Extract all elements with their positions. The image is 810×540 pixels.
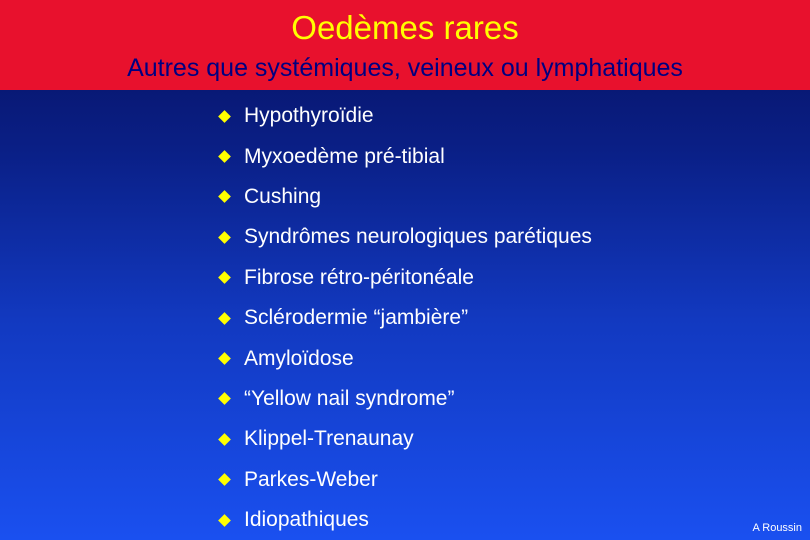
bullet-text: Idiopathiques: [244, 508, 369, 532]
bullet-item-klippel: [218, 419, 592, 459]
bullet-item-idiopathiques: [218, 500, 592, 540]
diamond-icon: [218, 110, 231, 123]
bullet-list: [218, 96, 592, 540]
diamond-icon: [218, 473, 231, 486]
header-band: [0, 0, 810, 90]
bullet-text: Cushing: [244, 184, 322, 208]
bullet-item-parkes-weber: [218, 460, 592, 500]
bullet-item-yellow-nail: [218, 379, 592, 419]
diamond-icon: [218, 191, 231, 204]
bullet-text: Hypothyroïdie: [244, 104, 374, 128]
bullet-text: Syndrômes neurologiques parétiques: [244, 225, 592, 249]
bullet-item-sclerodermie: [218, 298, 592, 338]
diamond-icon: [218, 150, 231, 163]
diamond-icon: [218, 393, 231, 406]
bullet-text: Fibrose rétro-péritonéale: [244, 265, 474, 289]
diamond-icon: [218, 352, 231, 365]
diamond-icon: [218, 514, 231, 527]
bullet-text: Myxoedème pré-tibial: [244, 144, 445, 168]
diamond-icon: [218, 312, 231, 325]
bullet-item-fibrose: [218, 258, 592, 298]
bullet-item-cushing: [218, 177, 592, 217]
diamond-icon: [218, 433, 231, 446]
slide-subtitle: Autres que systémiques, veineux ou lymphatiques: [127, 54, 683, 82]
bullet-item-hypothyroidie: [218, 96, 592, 136]
diamond-icon: [218, 271, 231, 284]
bullet-text: Klippel-Trenaunay: [244, 427, 414, 451]
bullet-text: Amyloïdose: [244, 346, 354, 370]
slide-title: Oedèmes rares: [291, 9, 519, 46]
bullet-text: Sclérodermie “jambière”: [244, 306, 469, 330]
bullet-item-myxoedeme: [218, 136, 592, 176]
diamond-icon: [218, 231, 231, 244]
bullet-item-amyloidose: [218, 338, 592, 378]
author-credit: A Roussin: [752, 522, 802, 534]
bullet-item-syndromes: [218, 217, 592, 257]
bullet-text: “Yellow nail syndrome”: [244, 386, 455, 410]
bullet-text: Parkes-Weber: [244, 467, 378, 491]
